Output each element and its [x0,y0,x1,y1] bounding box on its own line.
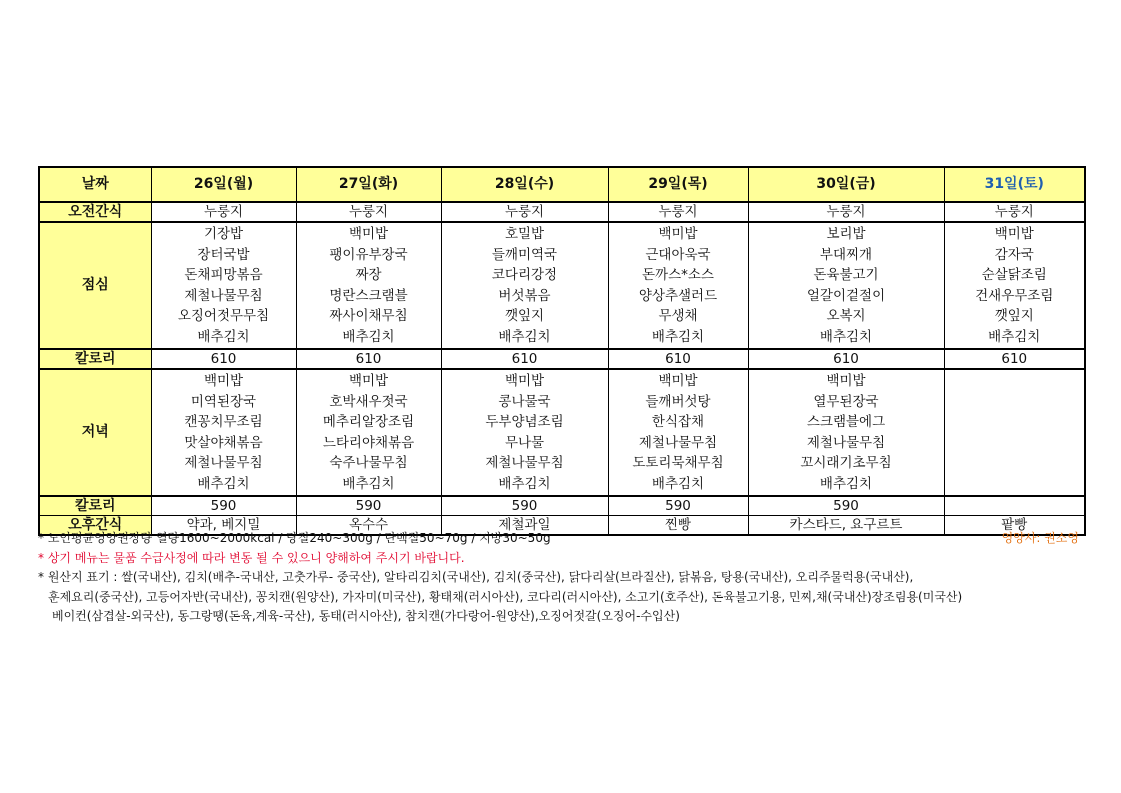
menu-item: 배추김치 [819,475,873,492]
morning-snack-cell: 누룽지 [944,202,1085,222]
menu-item: 버섯볶음 [498,287,551,304]
afternoon-snack-cell: 약과, 베지밀 [151,516,296,536]
dinner-calorie-row [39,496,1085,516]
menu-item: 백미밥 [504,373,545,389]
menu-item: 무생채 [658,308,698,324]
afternoon-snack-cell: 옥수수 [296,516,441,536]
menu-item: 얼갈이겉절이 [806,287,886,304]
menu-item: 콩나물국 [498,393,551,410]
dinner-cell [441,369,608,496]
menu-item: 코다리강정 [491,267,558,283]
calorie-value: 610 [151,349,296,369]
afternoon-snack-cell: 찐빵 [608,516,748,536]
menu-item: 건새우무조림 [975,287,1054,304]
menu-item: 열무된장국 [813,393,879,410]
afternoon-snack-label: 오후간식 [39,516,151,536]
day-header: 27일(화) [296,167,441,202]
menu-item: 돈까스*소스 [642,267,714,283]
menu-item: 근대아욱국 [645,246,711,263]
menu-item: 배추김치 [651,475,705,492]
lunch-cell [151,222,296,349]
dinner-cell [608,369,748,496]
menu-item: 도토리묵채무침 [632,455,724,471]
menu-item: 돈채피망볶음 [184,267,263,283]
menu-item: 팽이유부장국 [329,246,408,263]
origin-note-line3: 베이컨(삼겹살-외국산), 동그랑땡(돈육,계육-국산), 동태(러시아산), 참치캔(가다랑어-원양산),오징어젓갈(오징어-수입산) [52,609,680,623]
morning-snack-cell: 누룽지 [151,202,296,222]
menu-item [945,392,1085,413]
lunch-row [39,222,1085,349]
calorie-value: 610 [944,349,1085,369]
menu-item: 두부양념조림 [485,414,564,430]
menu-item: 배추김치 [342,328,395,345]
menu-item: 숙주나물무침 [329,455,408,471]
menu-item: 들깨미역국 [491,246,558,263]
menu-item [945,371,1085,392]
menu-item: 깻잎지 [994,308,1034,324]
menu-item: 명란스크램블 [329,287,408,304]
dinner-cell [296,369,441,496]
morning-snack-cell: 누룽지 [608,202,748,222]
dinner-label: 저녁 [39,369,151,496]
menu-item [945,433,1085,454]
morning-snack-cell: 누룽지 [748,202,944,222]
menu-change-notice: * 상기 메뉴는 물품 수급사정에 따라 변동 될 수 있으니 양해하여 주시기 바랍니다. [38,550,465,565]
morning-snack-row [39,202,1085,222]
morning-snack-cell: 누룽지 [441,202,608,222]
menu-item: 부대찌개 [819,246,873,263]
menu-item [945,453,1085,474]
calorie-value: 590 [296,496,441,516]
menu-item: 배추김치 [342,475,395,492]
menu-item: 제철나물무침 [184,287,263,304]
lunch-cell [944,222,1085,349]
day-header: 26일(월) [151,167,296,202]
menu-item: 제철나물무침 [638,434,718,451]
day-header: 30일(금) [748,167,944,202]
menu-item: 백미밥 [348,373,389,389]
menu-item: 배추김치 [988,328,1041,345]
calorie-value [944,496,1085,516]
date-label: 날짜 [39,167,151,202]
menu-item [945,412,1085,433]
menu-item: 제철나물무침 [184,455,263,471]
menu-item: 양상추샐러드 [638,287,718,304]
calorie-value: 590 [441,496,608,516]
lunch-cell [441,222,608,349]
nutrition-note: * 노인평균영양권장량 열량1600~2000kcal / 당질240~300g / 단백질50~70g / 지방30~50g [38,531,551,545]
date-header-row [39,167,1085,202]
lunch-cell [296,222,441,349]
dinner-cell [151,369,296,496]
menu-item: 호박새우젓국 [329,393,408,410]
weekly-menu-table [38,166,1086,536]
menu-item: 백미밥 [348,226,389,242]
menu-item: 배추김치 [197,475,250,492]
dinner-calorie-label: 칼로리 [39,496,151,516]
lunch-cell [608,222,748,349]
footnotes [38,529,1084,627]
calorie-value: 590 [748,496,944,516]
morning-snack-label: 오전간식 [39,202,151,222]
afternoon-snack-cell: 제철과일 [441,516,608,536]
menu-item: 무나물 [504,434,545,451]
menu-item: 미역된장국 [190,393,257,410]
origin-note-line2: 훈제요리(중국산), 고등어자반(국내산), 꽁치캔(원양산), 가자미(미국산), 황태채(러시아산), 코다리(러시아산), 소고기(호주산), 돈육불고기용, 민찌,채(국내산)장조림용(미국산) [48,589,963,604]
lunch-calorie-row [39,349,1085,369]
calorie-value: 610 [608,349,748,369]
dietitian-name: 영양사: 권소영 [1001,531,1079,545]
menu-item: 기장밥 [203,226,244,242]
dinner-row [39,369,1085,496]
menu-item: 감자국 [994,246,1034,263]
menu-item: 백미밥 [994,226,1034,242]
calorie-value: 590 [608,496,748,516]
lunch-cell [748,222,944,349]
morning-snack-cell: 누룽지 [296,202,441,222]
menu-item: 배추김치 [498,328,551,345]
menu-item: 배추김치 [651,328,705,345]
menu-item: 스크램블에그 [806,414,886,430]
menu-item [945,474,1085,495]
menu-item: 꼬시래기초무침 [800,455,892,471]
day-header-saturday: 31일(토) [944,167,1085,202]
menu-item: 짜장 [355,267,382,283]
menu-item: 제철나물무침 [485,455,564,471]
calorie-value: 610 [748,349,944,369]
menu-item: 들깨버섯탕 [645,393,711,410]
menu-item: 제철나물무침 [806,434,886,451]
menu-item: 백미밥 [658,226,698,242]
menu-item: 오복지 [826,308,866,324]
day-header: 29일(목) [608,167,748,202]
menu-item: 메추리알장조림 [322,414,415,430]
menu-item: 장터국밥 [197,246,250,263]
menu-item: 배추김치 [819,328,873,345]
dinner-cell [748,369,944,496]
menu-item: 오징어젓무무침 [177,308,270,324]
menu-item: 보리밥 [826,226,866,242]
menu-item: 깻잎지 [504,308,545,324]
menu-item: 느타리야채볶음 [322,434,415,451]
menu-item: 백미밥 [203,373,244,389]
calorie-value: 610 [296,349,441,369]
menu-item: 배추김치 [498,475,551,492]
lunch-label: 점심 [39,222,151,349]
menu-item: 맛살야채볶음 [184,434,263,451]
lunch-calorie-label: 칼로리 [39,349,151,369]
menu-item: 백미밥 [658,373,698,389]
menu-item: 호밀밥 [504,226,545,242]
afternoon-snack-cell: 팥빵 [944,516,1085,536]
menu-item: 돈육불고기 [813,267,879,283]
dinner-cell [944,369,1085,496]
menu-item: 배추김치 [197,328,250,345]
menu-item: 백미밥 [826,373,866,389]
day-header: 28일(수) [441,167,608,202]
menu-item: 짜사이채무침 [329,308,408,324]
menu-item: 순살닭조림 [981,267,1047,283]
menu-item: 캔꽁치무조림 [184,414,263,430]
menu-item: 한식잡채 [651,414,705,430]
afternoon-snack-cell: 카스타드, 요구르트 [748,516,944,536]
origin-note-line1: * 원산지 표기 : 쌀(국내산), 김치(배추-국내산, 고춧가루- 중국산), 알타리김치(국내산), 김치(중국산), 닭다리살(브라질산), 닭볶음, 탕용(국내산), 오리주물럭용(국내산), [38,570,914,584]
calorie-value: 590 [151,496,296,516]
calorie-value: 610 [441,349,608,369]
